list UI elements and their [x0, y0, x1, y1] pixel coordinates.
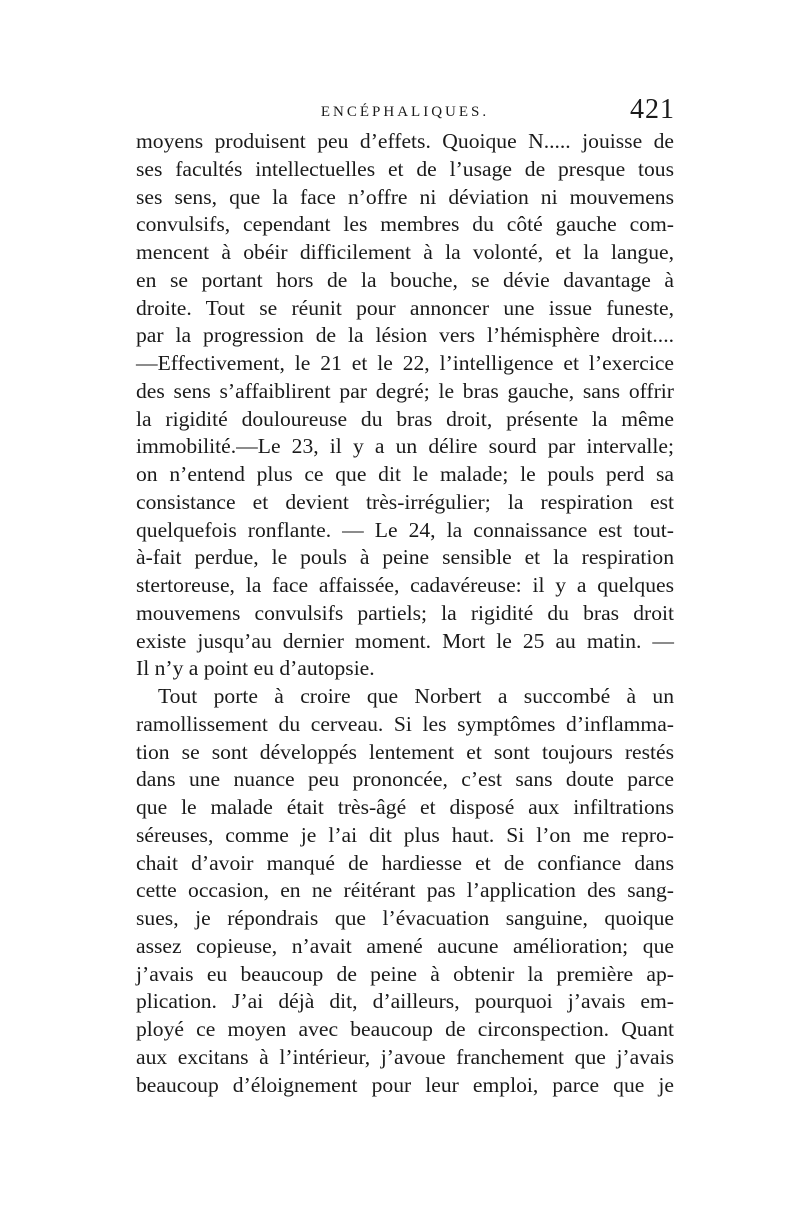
text-line: immobilité.—Le 23, il y a un délire sourd par intervalle; — [136, 434, 674, 459]
text-line: des sens s’affaiblirent par degré; le bras gauche, sans offrir — [136, 378, 674, 403]
text-line: ployé ce moyen avec beaucoup de circonspection. Quant — [136, 1017, 674, 1041]
text-line: à-fait perdue, le pouls à peine sensible et la respiration — [136, 545, 674, 570]
text-line: sues, je répondrais que l’évacuation sanguine, quoique — [136, 906, 674, 930]
text-line: j’avais eu beaucoup de peine à obtenir la première ap- — [136, 961, 674, 986]
page-number: 421 — [630, 94, 675, 125]
text-line: convulsifs, cependant les membres du côté gauche com- — [136, 212, 674, 237]
text-line: tion se sont développés lentement et sont toujours restés — [136, 739, 674, 764]
text-line: moyens produisent peu d’effets. Quoique N..... jouisse de — [136, 129, 674, 153]
running-title: ENCÉPHALIQUES. — [320, 104, 490, 120]
text-line: ses sens, que la face n’offre ni déviation ni mouvemens — [136, 184, 674, 209]
body-text — [136, 128, 674, 1099]
text-line: séreuses, comme je l’ai dit plus haut. Si l’on me repro- — [136, 822, 674, 847]
text-line: Il n’y a point eu d’autopsie. — [136, 656, 375, 681]
text-line: beaucoup d’éloignement pour leur emploi, parce que je — [136, 1072, 674, 1097]
text-line: consistance et devient très-irrégulier; la respiration est — [136, 489, 674, 514]
text-line: stertoreuse, la face affaissée, cadavéreuse: il y a quelques — [136, 573, 674, 597]
text-line: dans une nuance peu prononcée, c’est sans doute parce — [136, 767, 674, 792]
text-line: mencent à obéir difficilement à la volonté, et la langue, — [136, 240, 674, 264]
text-line: par la progression de la lésion vers l’hémisphère droit.... — [136, 323, 674, 348]
text-line: cette occasion, en ne réitérant pas l’application des sang- — [136, 878, 674, 903]
text-line: que le malade était très-âgé et disposé aux infiltrations — [136, 795, 674, 819]
text-line: droite. Tout se réunit pour annoncer une issue funeste, — [136, 295, 674, 320]
text-line: on n’entend plus ce que dit le malade; le pouls perd sa — [136, 462, 674, 486]
text-line: quelquefois ronflante. — Le 24, la connaissance est tout- — [136, 517, 674, 542]
text-line: mouvemens convulsifs partiels; la rigidité du bras droit — [136, 600, 674, 625]
text-line: aux excitans à l’intérieur, j’avoue franchement que j’avais — [136, 1044, 674, 1069]
text-line: —Effectivement, le 21 et le 22, l’intelligence et l’exercice — [136, 351, 674, 375]
running-header — [135, 94, 675, 130]
text-line: existe jusqu’au dernier moment. Mort le 25 au matin. — — [136, 628, 674, 653]
text-line: plication. J’ai déjà dit, d’ailleurs, pourquoi j’avais em- — [136, 989, 674, 1014]
text-line: la rigidité douloureuse du bras droit, présente la même — [136, 406, 674, 431]
text-line: chait d’avoir manqué de hardiesse et de confiance dans — [136, 850, 674, 875]
text-line: Tout porte à croire que Norbert a succombé à un — [158, 684, 674, 708]
text-line: ses facultés intellectuelles et de l’usage de presque tous — [136, 156, 674, 181]
text-line: ramollissement du cerveau. Si les symptômes d’inflamma- — [136, 711, 674, 736]
text-line: en se portant hors de la bouche, se dévie davantage à — [136, 267, 674, 292]
text-line: assez copieuse, n’avait amené aucune amélioration; que — [136, 933, 674, 958]
